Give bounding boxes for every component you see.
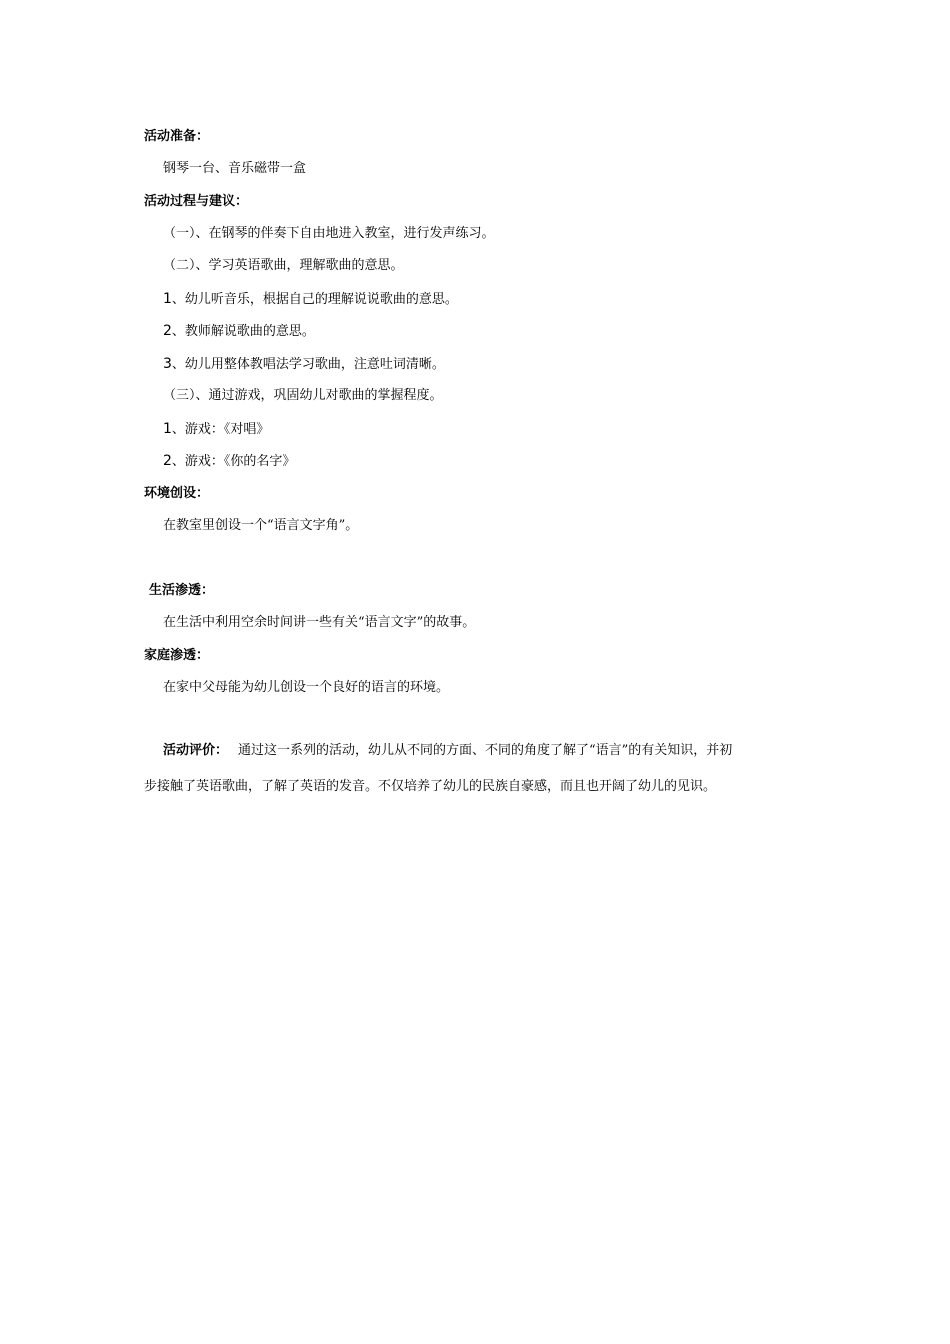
item-text: 、幼儿用整体教唱法学习歌曲，注意吐词清晰。 [171,357,445,372]
item-number: 2 [163,323,172,339]
item-text: 、游戏：《对唱》 [171,422,270,437]
game-item-1 [163,420,269,439]
environment-content: 在教室里创设一个“语言文字角”。 [163,518,359,533]
evaluation-line-1 [163,742,732,760]
family-content: 在家中父母能为幼儿创设一个良好的语言的环境。 [163,680,450,695]
process-step-1: （一）、在钢琴的伴奏下自由地进入教室，进行发声练习。 [163,226,495,241]
process-step-3: （三）、通过游戏，巩固幼儿对歌曲的掌握程度。 [163,388,443,403]
item-number: 3 [163,356,172,372]
life-content: 在生活中利用空余时间讲一些有关“语言文字”的故事。 [163,615,476,630]
process-heading: 活动过程与建议： [144,194,249,209]
item-text: 、幼儿听音乐，根据自己的理解说说歌曲的意思。 [171,292,458,307]
item-number: 2 [163,453,172,469]
item-text: 、游戏：《你的名字》 [171,454,296,469]
evaluation-label: 活动评价： [163,743,229,758]
item-text: 、教师解说歌曲的意思。 [171,324,315,339]
family-heading: 家庭渗透： [144,648,210,663]
item-number: 1 [163,291,172,307]
item-number: 1 [163,421,172,437]
evaluation-text-1: 通过这一系列的活动，幼儿从不同的方面、不同的角度了解了“语言”的有关知识，并初 [238,743,733,758]
prep-heading: 活动准备： [144,129,210,144]
process-step-2: （二）、学习英语歌曲，理解歌曲的意思。 [163,258,404,273]
life-heading: 生活渗透： [149,583,215,598]
process-item-2 [163,322,315,341]
evaluation-line-2: 步接触了英语歌曲，了解了英语的发音。不仅培养了幼儿的民族自豪感，而且也开阔了幼儿的见识。 [144,779,717,794]
game-item-2 [163,452,295,471]
process-item-3 [163,355,445,374]
process-item-1 [163,290,458,309]
environment-heading: 环境创设： [144,486,210,501]
prep-content: 钢琴一台、音乐磁带一盒 [163,161,307,176]
